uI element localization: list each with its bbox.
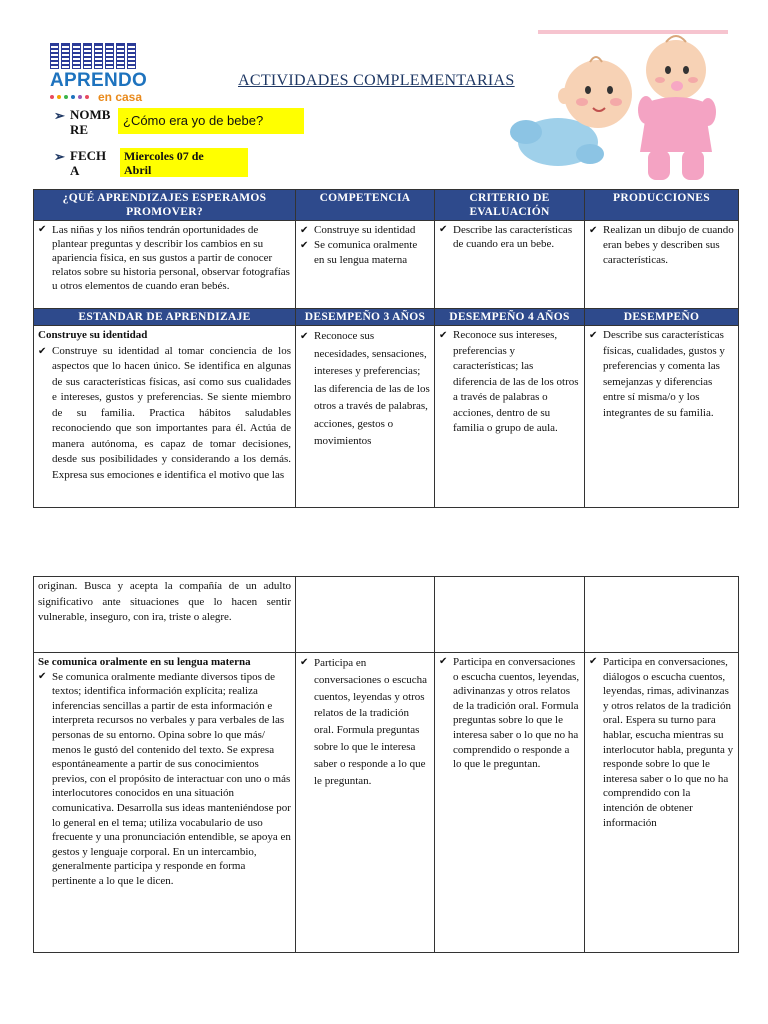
header-estandar: ESTANDAR DE APRENDIZAJE <box>34 309 296 326</box>
baby-blue-image <box>510 57 632 166</box>
desempeno-5-text: ✔ Participa en conversaciones, diálogos o escucha cuentos, leyendas, rimas, adivinanzas y otros relatos de la tradición oral. Espera su turno para hablar, escucha mientras su interlocutor habla, pregunta y responde sobre lo que le interesa saber o lo que no ha comprendido con la intención de obtener información <box>589 655 734 830</box>
baby-pink-image <box>638 36 716 180</box>
cell-empty <box>585 577 739 653</box>
cell-producciones <box>585 221 739 309</box>
cell-estandar-continued <box>34 577 296 653</box>
table-row <box>34 221 739 309</box>
criterio-text: ✔ Describe las características de cuando era un bebe. <box>439 223 580 251</box>
fecha-label <box>70 148 106 178</box>
logo-dot-icon <box>78 95 82 99</box>
fecha-value-line1: Miercoles 07 de <box>124 149 204 163</box>
desempeno-4-text: ✔ Participa en conversaciones o escucha cuentos, leyendas, adivinanzas y otros relatos de la tradición oral. Formula preguntas sobre lo que le interesa saber o lo que no ha comprendido o responde a lo que le preguntan. <box>439 655 580 772</box>
nombre-value: ¿Cómo era yo de bebe? <box>118 108 304 134</box>
table-header-row <box>34 309 739 326</box>
arrow-bullet-icon: ➢ <box>54 149 65 164</box>
logo-sub-text: en casa <box>98 90 143 104</box>
cell-desempeno-4 <box>435 653 585 953</box>
decor-bar <box>538 30 728 34</box>
fecha-value-line2: Abril <box>124 163 152 177</box>
aprendizaje-text: ✔ Las niñas y los niños tendrán oportunidades de plantear preguntas y describir los cambios en su apariencia física, en sus gustos a partir de conocer relatos sobre su historia personal, observar fotografías u otros elementos de cuando eran bebés. <box>38 223 291 293</box>
logo-dot-icon <box>57 95 61 99</box>
nombre-label <box>70 107 110 137</box>
cell-empty <box>435 577 585 653</box>
cell-aprendizajes <box>34 221 296 309</box>
header-aprendizajes: ¿QUÉ APRENDIZAJES ESPERAMOS PROMOVER? <box>34 190 296 221</box>
desempeno-5-text: ✔ Describe sus características físicas, cualidades, gustos y preferencias y comenta las semejanzas y diferencias entre sí misma/o y los integrantes de su familia. <box>589 328 734 421</box>
competencia-item: ✔ Construye su identidad <box>300 223 430 238</box>
cell-estandar-comunica <box>34 653 296 953</box>
learning-table-part1 <box>33 189 739 508</box>
header-criterio: CRITERIO DE EVALUACIÓN <box>435 190 585 221</box>
cell-criterio <box>435 221 585 309</box>
logo-dot-icon <box>50 95 54 99</box>
cell-estandar <box>34 326 296 508</box>
desempeno-3-text: ✔ Participa en conversaciones o escucha cuentos, leyendas y otros relatos de la tradición oral. Formula preguntas sobre lo que le interesa saber o responde a lo que le preguntan. <box>300 655 430 789</box>
header-desempeno: DESEMPEÑO <box>585 309 739 326</box>
cell-desempeno-5 <box>585 326 739 508</box>
logo-dot-icon <box>71 95 75 99</box>
table-row <box>34 326 739 508</box>
nombre-label-line1: NOMB <box>70 107 111 122</box>
estandar-title: Construye su identidad <box>38 329 148 341</box>
header-desempeno-3: DESEMPEÑO 3 AÑOS <box>296 309 435 326</box>
fecha-label-line2: A <box>70 163 80 178</box>
aprendo-en-casa-logo <box>50 43 148 104</box>
table-header-row <box>34 190 739 221</box>
desempeno-3-text: ✔ Reconoce sus necesidades, sensaciones, intereses y preferencias; las diferencia de las de los otros a través de palabras, acciones, gestos o movimientos <box>300 328 430 451</box>
cell-desempeno-3 <box>296 653 435 953</box>
estandar-continued-text: originan. Busca y acepta la compañía de un adulto significativo ante situaciones que lo hacen sentir vulnerable, inseguro, con ira, triste o alegre. <box>38 580 291 623</box>
logo-dots <box>50 91 146 103</box>
fecha-value <box>120 148 248 177</box>
table-row <box>34 577 739 653</box>
cell-desempeno-5 <box>585 653 739 953</box>
nombre-label-line2: RE <box>70 122 89 137</box>
producciones-text: ✔ Realizan un dibujo de cuando eran bebes y describen sus características. <box>589 223 734 268</box>
logo-dot-icon <box>85 95 89 99</box>
header-desempeno-4: DESEMPEÑO 4 AÑOS <box>435 309 585 326</box>
estandar-text: ✔ Construye su identidad al tomar conciencia de los aspectos que lo hacen único. Se identifica en algunas de sus características físicas, así como sus cualidades e intereses, gustos y preferencias. Se siente miembro de su familia. Practica hábitos saludables reconociendo que son importantes para él. Actúa de manera autónoma, es capaz de tomar decisiones, desde sus posibilidades y considerando a los demás. Expresa sus emociones e identifica el motivo que las <box>38 344 291 484</box>
header-producciones: PRODUCCIONES <box>585 190 739 221</box>
logo-main-text: APRENDO <box>50 70 148 91</box>
logo-barcode-graphic <box>50 43 136 69</box>
logo-dot-icon <box>64 95 68 99</box>
comunica-title: Se comunica oralmente en su lengua materna <box>38 656 251 668</box>
learning-table-part2 <box>33 576 739 953</box>
fecha-label-line1: FECH <box>70 148 107 163</box>
desempeno-4-text: ✔ Reconoce sus intereses, preferencias y características; las diferencia de las de los otros a través de palabras o acciones, dentro de su familia o grupo de aula. <box>439 328 580 437</box>
table-row <box>34 653 739 953</box>
cell-competencia <box>296 221 435 309</box>
cell-empty <box>296 577 435 653</box>
arrow-bullet-icon: ➢ <box>54 108 65 123</box>
comunica-text: ✔ Se comunica oralmente mediante diversos tipos de textos; identifica información explícita; realiza inferencias sencillas a partir de esta información e interpreta recursos no verbales y para verbales de las personas de su entorno. Opina sobre lo que más/ menos le gustó del contenido del texto. Se expresa espontáneamente a partir de sus conocimientos previos, con el propósito de interactuar con uno o más interlocutores conocidos en una situación comunicativa. Desarrolla sus ideas manteniéndose por lo general en el tema; utiliza vocabulario de uso frecuente y una pronunciación entendible, se apoya en gestos y lenguaje corporal. En un intercambio, generalmente participa y responde en forma pertinente a lo que le dicen. <box>38 670 291 889</box>
babies-illustration <box>498 22 728 187</box>
header-competencia: COMPETENCIA <box>296 190 435 221</box>
page-title: ACTIVIDADES COMPLEMENTARIAS <box>238 72 515 89</box>
competencia-item: ✔ Se comunica oralmente en su lengua materna <box>300 238 430 268</box>
cell-desempeno-4 <box>435 326 585 508</box>
cell-desempeno-3 <box>296 326 435 508</box>
